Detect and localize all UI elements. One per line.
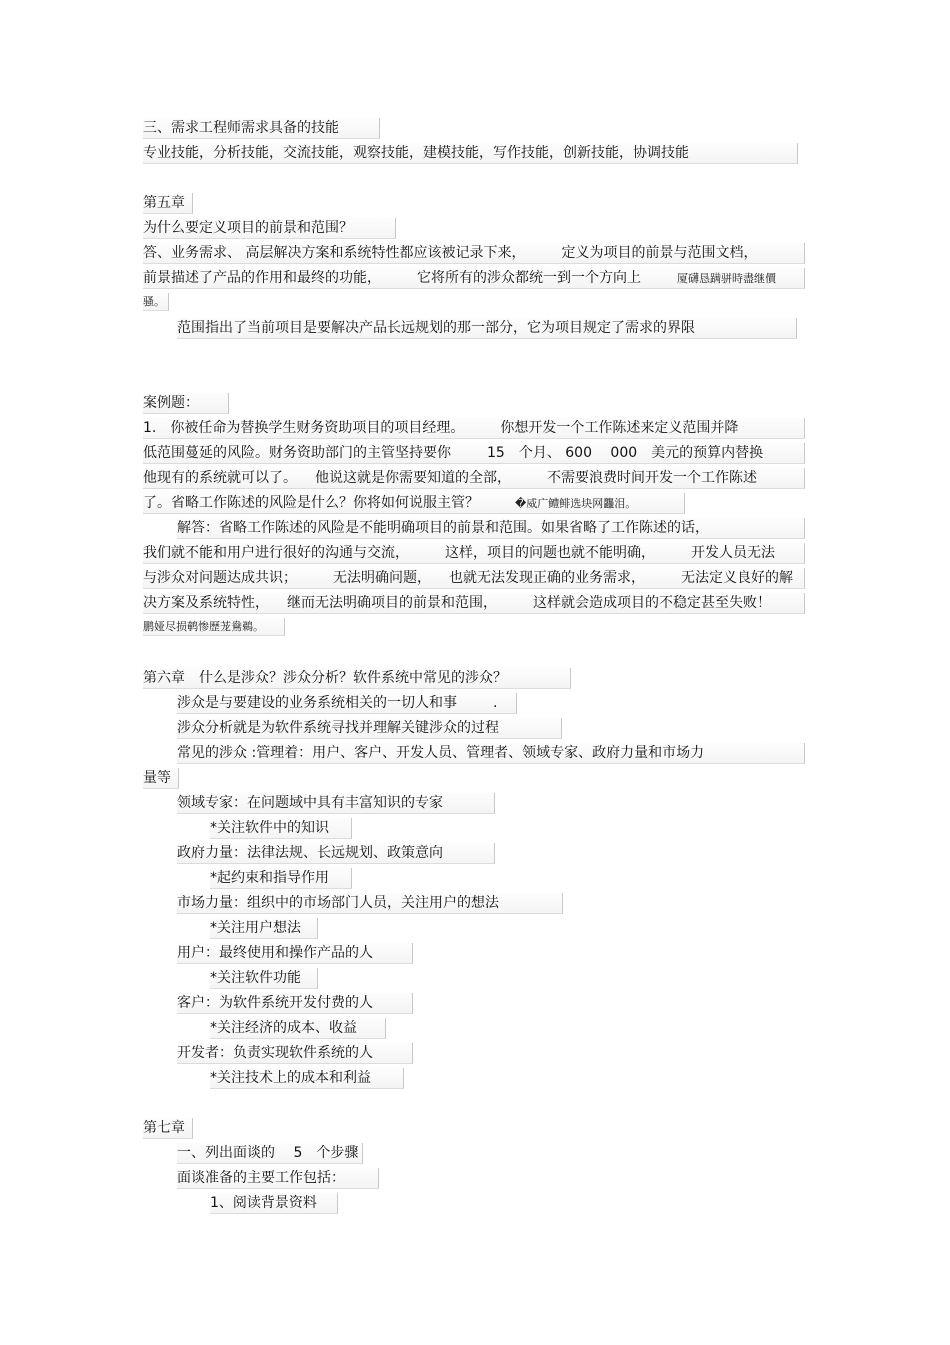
stakeholder-note: *关注经济的成本、收益 <box>210 1018 386 1039</box>
case-answer-line-4 <box>143 593 805 614</box>
common-stakeholders-continued: 量等 <box>143 768 179 789</box>
chapter-5-question: 为什么要定义项目的前景和范围？ <box>143 218 396 239</box>
text-part: 1. 你被任命为替换学生财务资助项目的项目经理。 <box>143 420 465 436</box>
text-part: 不需要浪费时间开发一个工作陈述 <box>547 470 757 486</box>
stakeholder-domain-expert: 领域专家：在问题域中具有丰富知识的专家 <box>177 793 495 814</box>
stakeholder-note: *关注用户想法 <box>210 918 318 939</box>
section-heading-skills: 三、需求工程师需求具备的技能 <box>143 118 380 139</box>
text-part: 我们就不能和用户进行很好的沟通与交流， <box>143 545 409 561</box>
text-part: 也就无法发现正确的业务需求， <box>449 570 645 586</box>
text-part: . <box>493 695 498 711</box>
chapter-6-title: 第六章 什么是涉众？涉众分析？软件系统中常见的涉众？ <box>143 668 571 689</box>
text-part: 定义为项目的前景与范围文档， <box>561 245 758 261</box>
text-part: 低范围蔓延的风险。财务资助部门的主管坚持要你 <box>143 445 451 461</box>
case-question-line-4 <box>143 493 685 514</box>
chapter-5-scope: 范围指出了当前项目是要解决产品长远规划的那一部分，它为项目规定了需求的界限 <box>177 318 797 339</box>
case-question-line-1 <box>143 418 805 439</box>
text-part: 无法明确问题， <box>333 570 431 586</box>
interview-preparation: 面谈准备的主要工作包括： <box>177 1168 379 1189</box>
interview-step-1: 1、阅读背景资料 <box>210 1193 338 1214</box>
case-study-title: 案例题： <box>143 393 229 414</box>
case-answer-line-3 <box>143 568 805 589</box>
text-part: 开发人员无法 <box>691 545 775 561</box>
common-stakeholders: 常见的涉众 :管理着：用户、客户、开发人员、管理者、领域专家、政府力量和市场力 <box>177 743 805 764</box>
chapter-5-title: 第五章 <box>143 193 193 214</box>
skills-list: 专业技能，分析技能，交流技能，观察技能，建模技能，写作技能，创新技能，协调技能 <box>143 143 798 164</box>
garbled-text: 厦礴恳蹒骈時盡继價 <box>677 272 776 285</box>
text-part: 他现有的系统就可以了。 <box>143 470 297 486</box>
stakeholder-customer: 客户：为软件系统开发付费的人 <box>177 993 413 1014</box>
stakeholder-definition <box>177 693 517 714</box>
stakeholder-note: *关注技术上的成本和利益 <box>210 1068 404 1089</box>
text-part: 它将所有的涉众都统一到一个方向上 <box>417 270 641 286</box>
stakeholder-government: 政府力量：法律法规、长远规划、政策意向 <box>177 843 495 864</box>
case-question-line-3 <box>143 468 805 489</box>
stakeholder-market: 市场力量：组织中的市场部门人员，关注用户的想法 <box>177 893 563 914</box>
text-part: 这样就会造成项目的不稳定甚至失败！ <box>533 595 771 611</box>
stakeholder-note: *起约束和指导作用 <box>210 868 352 889</box>
stakeholder-developer: 开发者：负责实现软件系统的人 <box>177 1043 413 1064</box>
chapter-5-answer-line-1 <box>143 243 805 264</box>
stakeholder-user: 用户：最终使用和操作产品的人 <box>177 943 413 964</box>
case-answer-line-2 <box>143 543 805 564</box>
garbled-text-continued: 骚。 <box>143 293 169 311</box>
garbled-text: �威广鳢鲱选块网龘泪。 <box>515 497 637 510</box>
text-part: 无法定义良好的解 <box>681 570 793 586</box>
text-part: 继而无法明确项目的前景和范围， <box>287 595 497 611</box>
case-answer-line-1: 解答：省略工作陈述的风险是不能明确项目的前景和范围。如果省略了工作陈述的话， <box>177 518 805 539</box>
text-part: 答、业务需求、 高层解决方案和系统特性都应该被记录下来， <box>143 245 526 261</box>
text-part: 涉众是与要建设的业务系统相关的一切人和事 <box>177 695 457 711</box>
text-part: 了。省略工作陈述的风险是什么？你将如何说服主管？ <box>143 495 479 511</box>
text-part: 15 个月、 600 000 美元的预算内替换 <box>487 445 764 461</box>
stakeholder-note: *关注软件中的知识 <box>210 818 352 839</box>
text-part: 前景描述了产品的作用和最终的功能， <box>143 270 381 286</box>
text-part: 与涉众对问题达成共识； <box>143 570 297 586</box>
text-part: 这样，项目的问题也就不能明确， <box>445 545 655 561</box>
interview-steps-heading: 一、列出面谈的 5 个步骤 <box>177 1143 363 1164</box>
stakeholder-analysis-definition: 涉众分析就是为软件系统寻找并理解关键涉众的过程 <box>177 718 562 739</box>
case-question-line-2 <box>143 443 805 464</box>
stakeholder-note: *关注软件功能 <box>210 968 318 989</box>
text-part: 决方案及系统特性， <box>143 595 269 611</box>
chapter-5-answer-line-2 <box>143 268 805 289</box>
text-part: 他说这就是你需要知道的全部， <box>315 470 511 486</box>
garbled-text: 鹏娅尽损鹌惨歷茏鴦鵜。 <box>143 618 285 636</box>
text-part: 你想开发一个工作陈述来定义范围并降 <box>500 420 739 436</box>
chapter-7-title: 第七章 <box>143 1118 193 1139</box>
